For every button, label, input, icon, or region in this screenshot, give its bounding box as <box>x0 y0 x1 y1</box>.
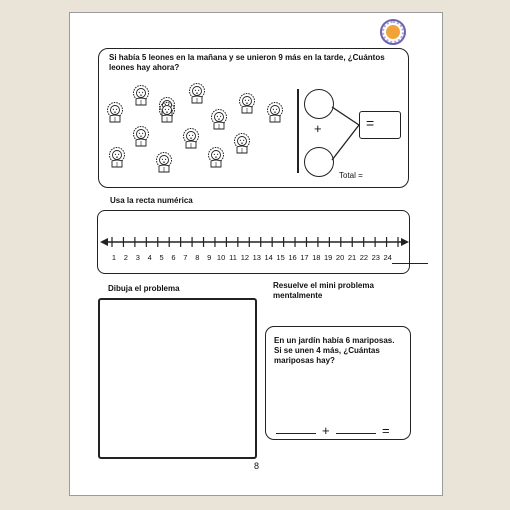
number-line-label: 18 <box>312 253 321 262</box>
page-number: 8 <box>254 461 260 471</box>
worksheet-page <box>69 12 443 496</box>
number-line-label: 5 <box>159 253 164 262</box>
logo-icon <box>380 19 406 45</box>
total-label: Total = <box>339 171 363 180</box>
number-line-label: 21 <box>347 253 357 262</box>
number-line-label: 15 <box>276 253 285 262</box>
number-line-label: 22 <box>359 253 369 262</box>
number-line-label: 2 <box>123 253 128 262</box>
number-line-box <box>97 210 410 274</box>
right-arrow-icon <box>401 238 409 246</box>
problem-1-box <box>98 48 409 188</box>
draw-title: Dibuja el problema <box>108 284 180 293</box>
number-line-label: 9 <box>207 253 212 262</box>
mental-problem-title: Resuelve el mini problema mentalmente <box>273 281 374 300</box>
number-line-label: 13 <box>252 253 261 262</box>
number-line-label: 23 <box>371 253 380 262</box>
number-line-label: 19 <box>324 253 333 262</box>
answer-underline[interactable] <box>392 263 428 264</box>
number-line-label: 8 <box>195 253 200 262</box>
plus-sign-2: + <box>322 423 330 438</box>
number-line <box>98 211 411 275</box>
equals-sign: = <box>366 115 375 131</box>
number-line-label: 6 <box>171 253 176 262</box>
drawing-area[interactable] <box>98 298 257 459</box>
number-line-label: 7 <box>183 253 188 262</box>
mental-problem-box <box>265 326 411 440</box>
number-line-label: 24 <box>383 253 392 262</box>
number-line-label: 20 <box>335 253 345 262</box>
number-line-label: 14 <box>264 253 273 262</box>
number-line-label: 1 <box>111 253 117 262</box>
mental-problem-question: En un jardín había 6 mariposas. Si se unen 4 más, ¿Cuántas mariposas hay? <box>274 336 395 365</box>
number-line-label: 16 <box>288 253 297 262</box>
number-line-label: 3 <box>135 253 140 262</box>
number-line-label: 10 <box>216 253 226 262</box>
number-line-label: 4 <box>147 253 152 262</box>
number-line-label: 17 <box>300 253 309 262</box>
number-line-label: 12 <box>240 253 250 262</box>
answer-blank-2[interactable] <box>336 433 376 434</box>
number-line-title: Usa la recta numérica <box>110 196 193 205</box>
plus-sign: + <box>314 121 322 136</box>
left-arrow-icon <box>100 238 108 246</box>
answer-blank-1[interactable] <box>276 433 316 434</box>
equals-sign-2: = <box>382 423 390 438</box>
number-line-label: 11 <box>229 253 237 262</box>
problem-1-question: Si había 5 leones en la mañana y se unieron 9 más en la tarde, ¿Cuántos leones hay ahora? <box>109 53 385 72</box>
